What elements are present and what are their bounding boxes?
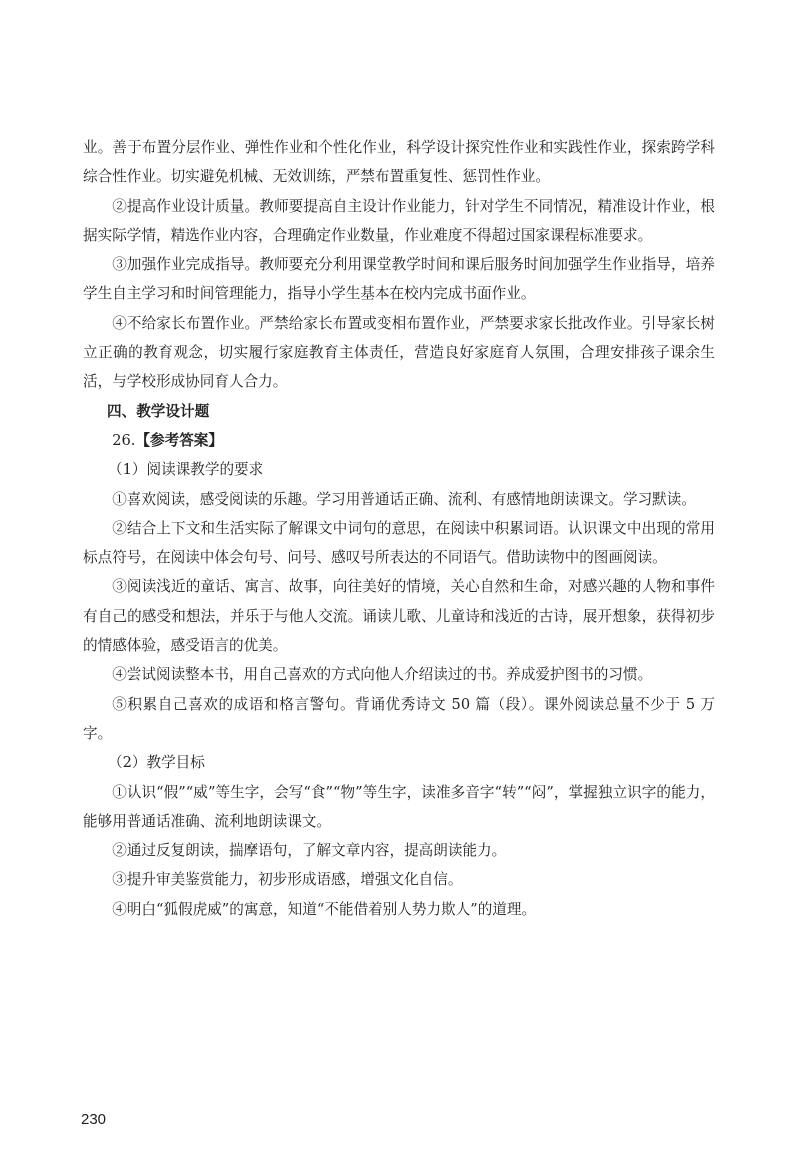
part2-item-2: ②通过反复朗读，揣摩语句，了解文章内容，提高朗读能力。: [112, 842, 507, 860]
paragraph-item-3: ③加强作业完成指导。教师要充分利用课堂教学时间和课后服务时间加强学生作业指导，培养学生自主学习和时间管理能力，指导小学生基本在校内完成书面作业。: [83, 256, 715, 303]
part2-title: （2）教学目标: [108, 754, 205, 772]
part2-item-1: ①认识“假”“威”等生字，会写“食”“物”等生字，读准多音字“转”“闷”，掌握独立识字的能力，能够用普通话准确、流利地朗读课文。: [83, 783, 715, 830]
question-line: [83, 426, 715, 455]
part1-title: （1）阅读课教学的要求: [108, 461, 264, 479]
page-body: [83, 133, 715, 924]
question-number: 26.: [112, 431, 136, 449]
paragraph-item-4: ④不给家长布置作业。严禁给家长布置或变相布置作业，严禁要求家长批改作业。引导家长树立正确的教育观念，切实履行家庭教育主体责任，营造良好家庭育人氛围，合理安排孩子课余生活，与学校形成协同育人合力。: [83, 314, 715, 391]
page-number: 230: [81, 1111, 107, 1128]
part1-item-2: ②结合上下文和生活实际了解课文中词句的意思，在阅读中积累词语。认识课文中出现的常用标点符号，在阅读中体会句号、问号、感叹号所表达的不同语气。借助读物中的图画阅读。: [83, 519, 715, 567]
part1-item-1: ①喜欢阅读，感受阅读的乐趣。学习用普通话正确、流利、有感情地朗读课文。学习默读。: [112, 490, 696, 508]
section-heading: 四、教学设计题: [107, 402, 210, 420]
answer-label: 【参考答案】: [135, 431, 223, 449]
part1-item-4: ④尝试阅读整本书，用自己喜欢的方式向他人介绍读过的书。养成爱护图书的习惯。: [112, 666, 653, 684]
paragraph-continuation: 业。善于布置分层作业、弹性作业和个性化作业，科学设计探究性作业和实践性作业，探索跨学科综合性作业。切实避免机械、无效训练，严禁布置重复性、惩罚性作业。: [83, 139, 715, 186]
paragraph-item-2: ②提高作业设计质量。教师要提高自主设计作业能力，针对学生不同情况，精准设计作业，根据实际学情，精选作业内容，合理确定作业数量，作业难度不得超过国家课程标准要求。: [83, 197, 715, 244]
part1-item-3: ③阅读浅近的童话、寓言、故事，向往美好的情境，关心自然和生命，对感兴趣的人物和事件有自己的感受和想法，并乐于与他人交流。诵读儿歌、儿童诗和浅近的古诗，展开想象，获得初步的情感体验，感受语言的优美。: [83, 578, 715, 655]
part2-item-3: ③提升审美鉴赏能力，初步形成语感，增强文化自信。: [112, 871, 463, 889]
part2-item-4: ④明白“狐假虎威”的寓意，知道“不能借着别人势力欺人”的道理。: [112, 900, 537, 918]
part1-item-5: ⑤积累自己喜欢的成语和格言警句。背诵优秀诗文 50 篇（段）。课外阅读总量不少于 5 万字。: [83, 695, 715, 742]
